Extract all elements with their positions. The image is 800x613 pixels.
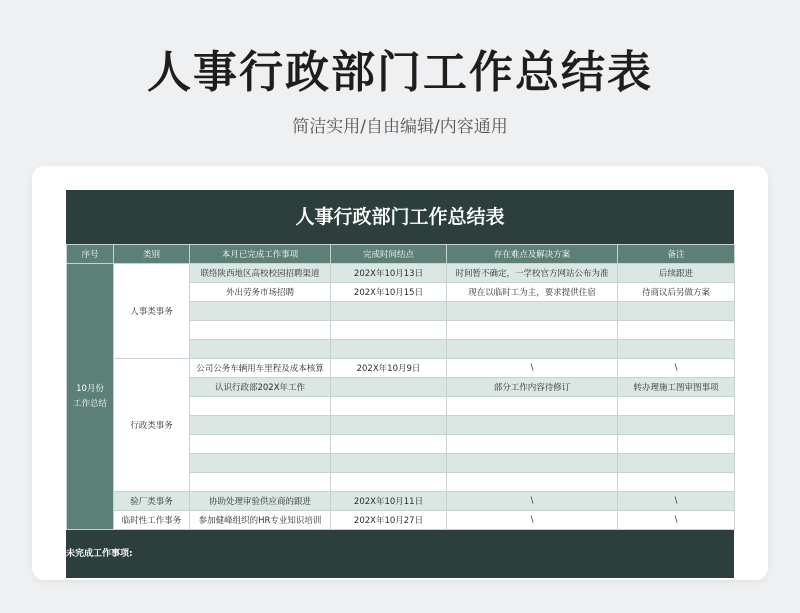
- date-cell[interactable]: [331, 454, 447, 473]
- note-cell[interactable]: \: [618, 492, 735, 511]
- header-note: 备注: [618, 245, 735, 264]
- task-cell[interactable]: [190, 473, 331, 492]
- task-cell[interactable]: 联络陕西地区高校校园招聘渠道: [190, 264, 331, 283]
- issue-cell[interactable]: [447, 302, 618, 321]
- issue-cell[interactable]: \: [447, 492, 618, 511]
- issue-cell[interactable]: \: [447, 511, 618, 530]
- sheet-title: 人事行政部门工作总结表: [295, 206, 505, 228]
- date-cell[interactable]: 202X年10月9日: [331, 359, 447, 378]
- date-cell[interactable]: [331, 435, 447, 454]
- header-category: 类别: [114, 245, 190, 264]
- header-task: 本月已完成工作事项: [190, 245, 331, 264]
- note-cell[interactable]: \: [618, 359, 735, 378]
- issue-cell[interactable]: [447, 340, 618, 359]
- period-month: 10月份: [76, 383, 104, 394]
- task-cell[interactable]: [190, 321, 331, 340]
- note-cell[interactable]: [618, 302, 735, 321]
- table-row: [67, 511, 735, 530]
- note-cell[interactable]: [618, 435, 735, 454]
- task-cell[interactable]: 认识行政部202X年工作: [190, 378, 331, 397]
- issue-cell[interactable]: 部分工作内容待修订: [447, 378, 618, 397]
- note-cell[interactable]: 待商议后另做方案: [618, 283, 735, 302]
- page-subtitle: 简洁实用/自由编辑/内容通用: [292, 117, 508, 137]
- date-cell[interactable]: [331, 302, 447, 321]
- note-cell[interactable]: [618, 416, 735, 435]
- header-index: 序号: [67, 245, 114, 264]
- date-cell[interactable]: [331, 473, 447, 492]
- unfinished-tasks-label: 未完成工作事项:: [66, 549, 133, 559]
- header-row: [67, 245, 735, 264]
- note-cell[interactable]: [618, 397, 735, 416]
- issue-cell[interactable]: 时间暂不确定，一学校官方网站公布为准: [447, 264, 618, 283]
- task-cell[interactable]: [190, 454, 331, 473]
- worksheet: [66, 190, 734, 578]
- note-cell[interactable]: [618, 473, 735, 492]
- page-title: 人事行政部门工作总结表: [147, 47, 653, 98]
- note-cell[interactable]: [618, 454, 735, 473]
- category-cell-hr: 人事类事务: [114, 264, 190, 359]
- issue-cell[interactable]: [447, 321, 618, 340]
- task-cell[interactable]: [190, 340, 331, 359]
- issue-cell[interactable]: [447, 473, 618, 492]
- header-date: 完成时间结点: [331, 245, 447, 264]
- header-issue: 存在难点及解决方案: [447, 245, 618, 264]
- task-cell[interactable]: 外出劳务市场招聘: [190, 283, 331, 302]
- category-cell-admin: 行政类事务: [114, 359, 190, 492]
- task-cell[interactable]: [190, 302, 331, 321]
- date-cell[interactable]: 202X年10月13日: [331, 264, 447, 283]
- date-cell[interactable]: [331, 378, 447, 397]
- category-cell-inspection: 验厂类事务: [114, 492, 190, 511]
- category-cell-temporary: 临时性工作事务: [114, 511, 190, 530]
- note-cell[interactable]: 后续跟进: [618, 264, 735, 283]
- issue-cell[interactable]: 现在以临时工为主，要求提供住宿: [447, 283, 618, 302]
- table-row: [67, 264, 735, 283]
- table-row: [67, 492, 735, 511]
- task-cell[interactable]: [190, 397, 331, 416]
- task-cell[interactable]: 公司公务车辆用车里程及成本核算: [190, 359, 331, 378]
- date-cell[interactable]: [331, 397, 447, 416]
- issue-cell[interactable]: [447, 397, 618, 416]
- task-cell[interactable]: [190, 435, 331, 454]
- date-cell[interactable]: 202X年10月15日: [331, 283, 447, 302]
- task-cell[interactable]: [190, 416, 331, 435]
- note-cell[interactable]: [618, 340, 735, 359]
- date-cell[interactable]: 202X年10月27日: [331, 511, 447, 530]
- issue-cell[interactable]: [447, 416, 618, 435]
- issue-cell[interactable]: [447, 454, 618, 473]
- date-cell[interactable]: [331, 321, 447, 340]
- note-cell[interactable]: [618, 321, 735, 340]
- task-cell[interactable]: 参加健峰组织的HR专业知识培训: [190, 511, 331, 530]
- date-cell[interactable]: 202X年10月11日: [331, 492, 447, 511]
- date-cell[interactable]: [331, 416, 447, 435]
- table-row: [67, 359, 735, 378]
- task-cell[interactable]: 协助处理审验供应商的跟进: [190, 492, 331, 511]
- issue-cell[interactable]: \: [447, 359, 618, 378]
- summary-table: [66, 244, 735, 530]
- date-cell[interactable]: [331, 340, 447, 359]
- period-cell: [67, 264, 114, 530]
- note-cell[interactable]: 转办理施工图审图事项: [618, 378, 735, 397]
- note-cell[interactable]: \: [618, 511, 735, 530]
- period-label: 工作总结: [72, 398, 107, 409]
- issue-cell[interactable]: [447, 435, 618, 454]
